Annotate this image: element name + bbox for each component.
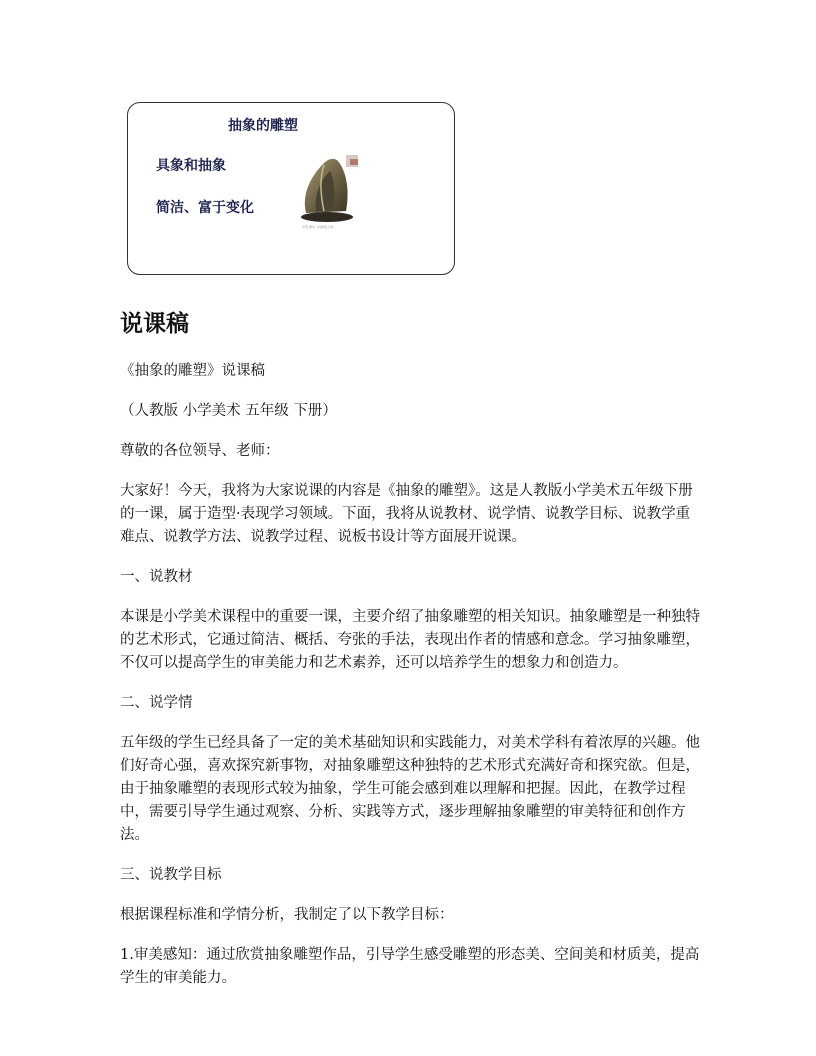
slide-thumbnail: [127, 102, 455, 275]
sculpture-caption: 亨利·摩尔《斜倚的人形》: [302, 225, 336, 229]
page-heading: 说课稿: [120, 311, 189, 337]
goal-item-1: 1.审美感知：通过欣赏抽象雕塑作品，引导学生感受雕塑的形态美、空间美和材质美，提高学生的审美能力。: [120, 947, 700, 986]
doc-title-line: 《抽象的雕塑》说课稿: [120, 363, 265, 379]
section-heading-textbook: 一、说教材: [120, 569, 193, 585]
slide-point-concrete-abstract: 具象和抽象: [156, 158, 226, 174]
edition-line: （人教版 小学美术 五年级 下册）: [120, 403, 337, 419]
intro-paragraph: 大家好！今天，我将为大家说课的内容是《抽象的雕塑》。这是人教版小学美术五年级下册的一课，属于造型·表现学习领域。下面，我将从说教材、说学情、说教学目标、说教学重难点、说教学方法、说教学过程、说板书设计等方面展开说课。: [120, 483, 693, 545]
slide-point-simple-varied: 简洁、富于变化: [156, 200, 254, 216]
students-paragraph: 五年级的学生已经具备了一定的美术基础知识和实践能力，对美术学科有着浓厚的兴趣。他们好奇心强，喜欢探究新事物，对抽象雕塑这种独特的艺术形式充满好奇和探究欲。但是，由于抽象雕塑的表现形式较为抽象，学生可能会感到难以理解和把握。因此，在教学过程中，需要引导学生通过观察、分析、实践等方式，逐步理解抽象雕塑的审美特征和创作方法。: [120, 735, 700, 843]
sculpture-image: [294, 153, 360, 225]
greeting: 尊敬的各位领导、老师：: [120, 443, 280, 459]
goals-intro: 根据课程标准和学情分析，我制定了以下教学目标：: [120, 907, 454, 923]
document-body: [120, 360, 700, 1007]
slide-title: 抽象的雕塑: [228, 118, 298, 134]
section-heading-goals: 三、说教学目标: [120, 867, 222, 883]
textbook-paragraph: 本课是小学美术课程中的重要一课，主要介绍了抽象雕塑的相关知识。抽象雕塑是一种独特的艺术形式，它通过简洁、概括、夸张的手法，表现出作者的情感和意念。学习抽象雕塑，不仅可以提高学生的审美能力和艺术素养，还可以培养学生的想象力和创造力。: [120, 609, 700, 671]
section-heading-students: 二、说学情: [120, 695, 193, 711]
